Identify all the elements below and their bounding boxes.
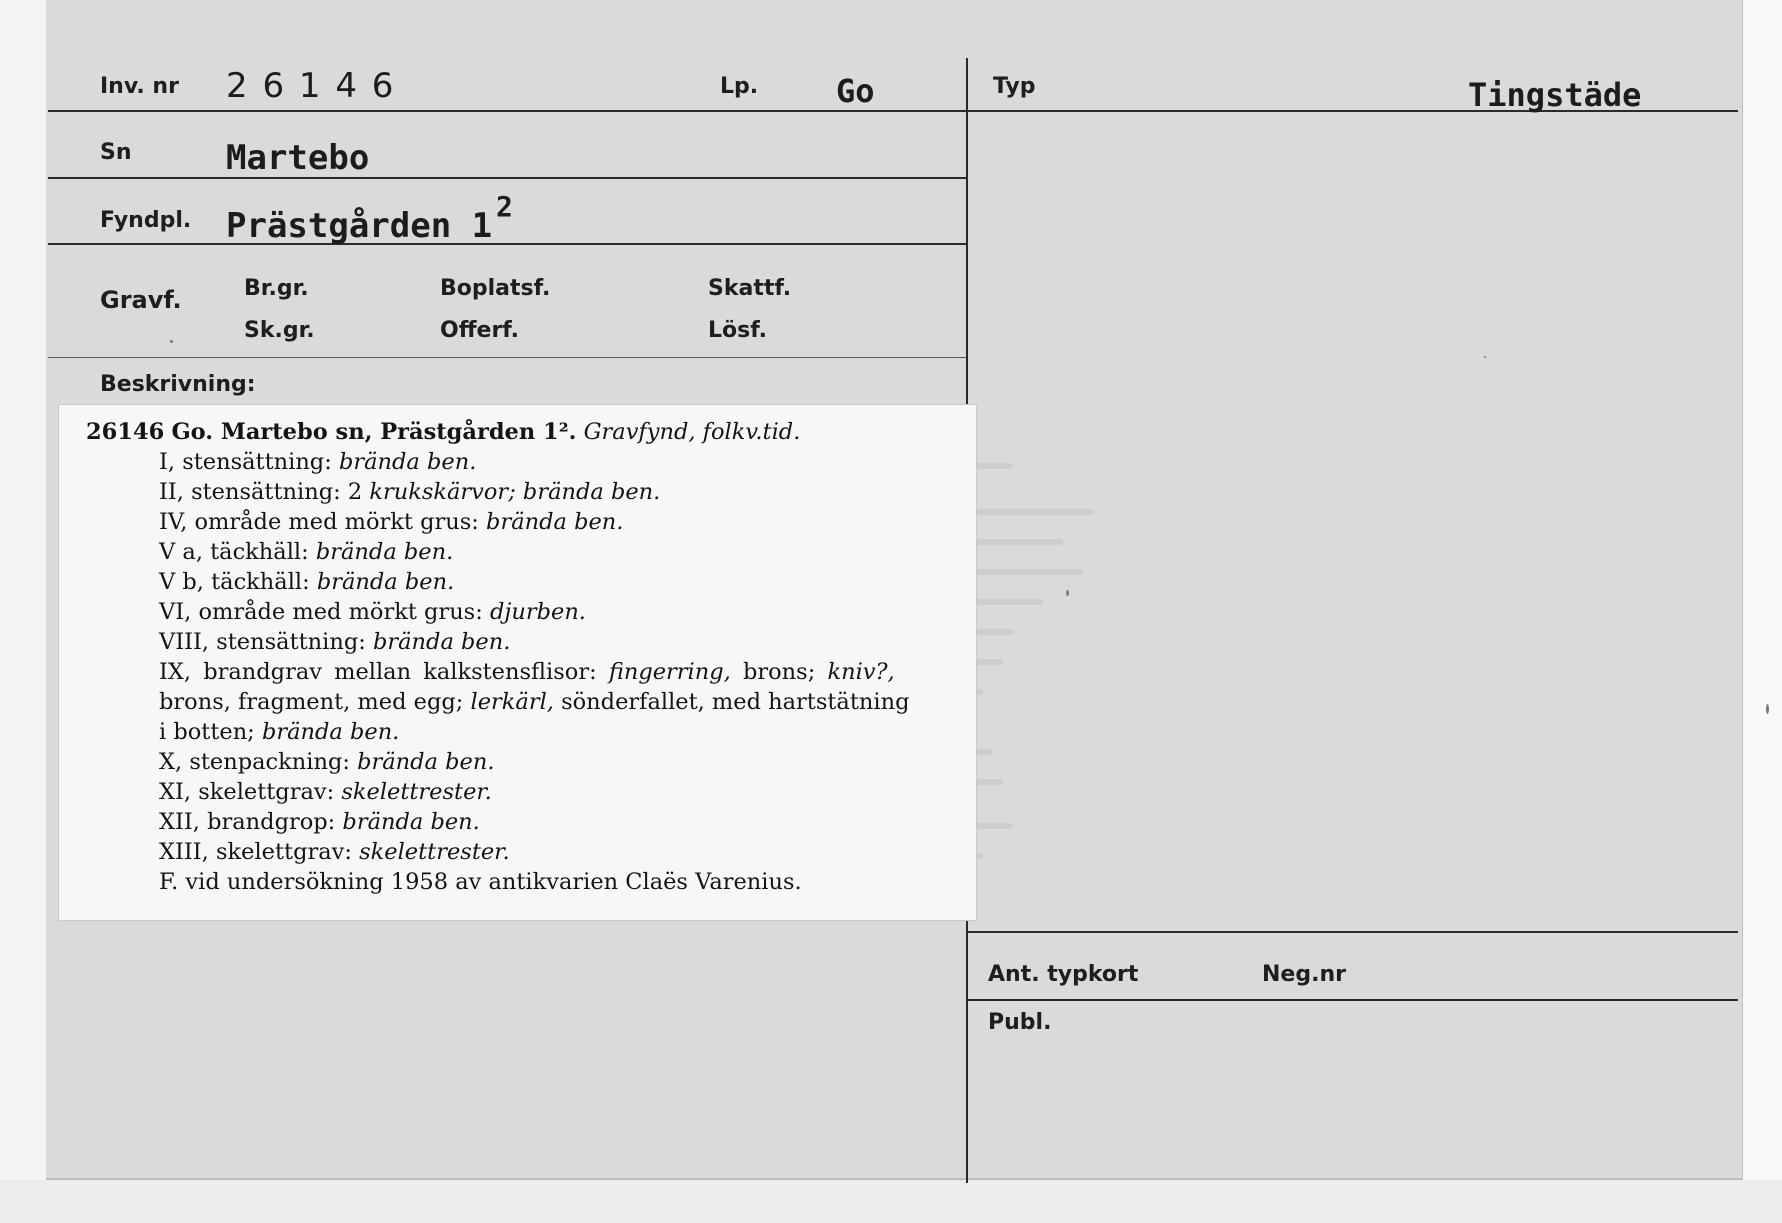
skgr-label: Sk.gr. [244,318,315,343]
slip-line-3: II, stensättning: 2 krukskärvor; brända ben. [159,479,661,505]
publ-label: Publ. [988,1010,1052,1035]
brgr-label: Br.gr. [244,276,309,301]
slip-inv-number: 26146 [86,419,165,445]
background-edge [1743,0,1782,1223]
row-line-gravf [48,357,966,358]
slip-heading-category: Gravfynd, folkv.tid. [583,419,801,445]
sn-value: Martebo [226,138,370,178]
inv-nr-value: 2 6 1 4 6 [226,66,396,106]
row-line-slip-bottom [968,931,1738,933]
lp-value: Go [836,72,875,110]
speck [1066,590,1069,596]
slip-line-9: IX, brandgrav mellan kalkstensflisor: fingerring, brons; kniv?, [159,659,895,685]
slip-line-16: F. vid undersökning 1958 av antikvarien Claës Varenius. [159,869,802,895]
speck [1766,704,1769,714]
slip-line-4: IV, område med mörkt grus: brända ben. [159,509,624,535]
slip-line-5: V a, täckhäll: brända ben. [159,539,454,565]
skattf-label: Skattf. [708,276,792,301]
sn-label: Sn [100,140,132,165]
description-slip [59,405,976,920]
background-edge-bottom [0,1180,1782,1223]
slip-line-6: V b, täckhäll: brända ben. [159,569,455,595]
negnr-label: Neg.nr [1262,962,1346,987]
slip-line-2: I, stensättning: brända ben. [159,449,477,475]
slip-line-13: XI, skelettgrav: skelettrester. [159,779,492,805]
slip-line-7: VI, område med mörkt grus: djurben. [159,599,586,625]
gravf-label: Gravf. [100,286,182,314]
row-line-ant-typkort [968,999,1738,1001]
slip-heading: Go. Martebo sn, Prästgården 1². [171,419,577,445]
row-line-sn [48,177,966,179]
slip-line-15: XIII, skelettgrav: skelettrester. [159,839,510,865]
inv-nr-label: Inv. nr [100,74,179,99]
fyndpl-label: Fyndpl. [100,208,192,233]
slip-line-8: VIII, stensättning: brända ben. [159,629,511,655]
slip-line-1 [86,417,800,447]
slip-line-10: brons, fragment, med egg; lerkärl, sönderfallet, med hartstätning [159,689,910,715]
row-line-fyndpl [48,243,966,245]
speck [170,340,173,343]
slip-line-14: XII, brandgrop: brända ben. [159,809,480,835]
fyndpl-value: Prästgården 1 [226,206,493,246]
typ-value: Tingstäde [1468,76,1642,114]
slip-line-11: i botten; brända ben. [159,719,400,745]
speck [1484,356,1486,358]
slip-line-12: X, stenpackning: brända ben. [159,749,495,775]
fyndpl-superscript: 2 [496,190,513,223]
losf-label: Lösf. [708,318,767,343]
boplatsf-label: Boplatsf. [440,276,551,301]
offerf-label: Offerf. [440,318,520,343]
beskrivning-label: Beskrivning: [100,372,256,397]
ant-typkort-label: Ant. typkort [988,962,1139,987]
lp-label: Lp. [720,74,759,99]
typ-label: Typ [993,74,1036,99]
